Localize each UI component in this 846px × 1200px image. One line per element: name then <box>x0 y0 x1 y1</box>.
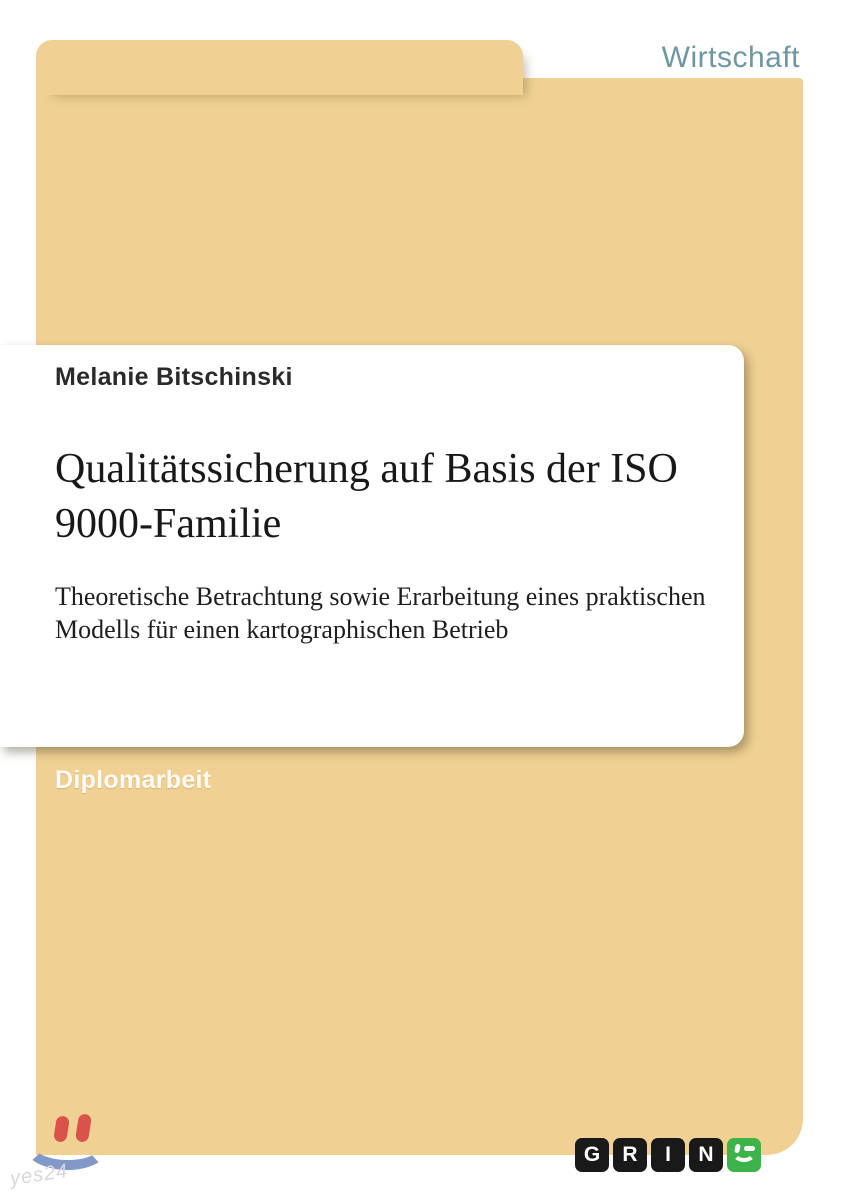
grin-smiley-icon <box>727 1138 761 1172</box>
grin-logo <box>575 1138 761 1172</box>
grin-letter-tile: N <box>689 1138 723 1172</box>
book-subtitle-line1: Theoretische Betrachtung sowie Erarbeitung eines praktischen <box>55 582 706 612</box>
grin-letter-tile: I <box>651 1138 685 1172</box>
grin-letter-tile: G <box>575 1138 609 1172</box>
book-title <box>55 442 740 551</box>
cover-panel-tab <box>36 40 523 95</box>
author-name: Melanie Bitschinski <box>55 363 293 391</box>
grin-letter-tile: R <box>613 1138 647 1172</box>
category-label: Wirtschaft <box>661 41 800 74</box>
book-subtitle-line2: Modells für einen kartographischen Betrieb <box>55 614 509 644</box>
doc-type-label: Diplomarbeit <box>55 766 212 794</box>
yes24-watermark: yes24 <box>8 1160 70 1190</box>
book-title-line2: 9000-Familie <box>55 500 282 547</box>
smiley-mouth-icon <box>732 1142 756 1162</box>
book-title-line1: Qualitätssicherung auf Basis der ISO <box>55 446 678 492</box>
book-subtitle <box>55 581 735 646</box>
title-card <box>0 345 744 747</box>
